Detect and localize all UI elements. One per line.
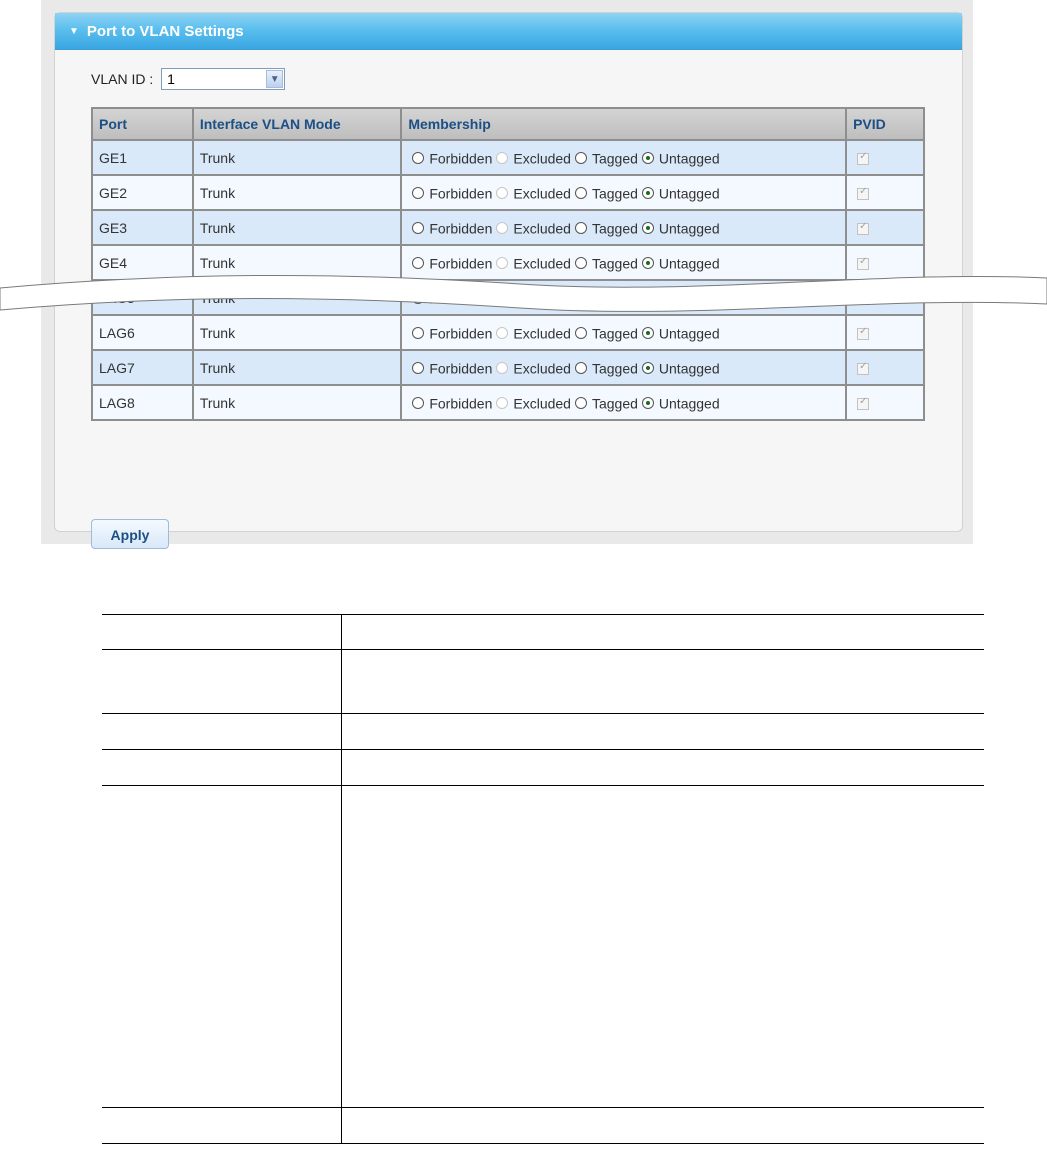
membership-radio-excluded [496, 362, 508, 374]
panel-header[interactable] [55, 13, 962, 50]
membership-radio-forbidden[interactable] [412, 327, 424, 339]
membership-label-excluded: Excluded [513, 325, 571, 342]
membership-radio-untagged[interactable] [642, 362, 654, 374]
interface-vlan-mode-cell: Trunk [193, 210, 402, 245]
membership-label-tagged: Tagged [591, 360, 638, 377]
membership-radio-excluded [496, 152, 508, 164]
table-row [92, 210, 924, 245]
vlan-id-label: VLAN ID : [91, 71, 154, 87]
chevron-down-icon[interactable]: ▼ [266, 70, 283, 88]
membership-cell [401, 210, 846, 245]
membership-label-excluded: Excluded [513, 150, 571, 167]
header-pvid: PVID [846, 108, 924, 140]
header-port: Port [92, 108, 193, 140]
membership-label-tagged: Tagged [591, 185, 638, 202]
membership-label-tagged: Tagged [591, 325, 638, 342]
pvid-checkbox[interactable] [857, 153, 869, 165]
apply-button[interactable]: Apply [91, 519, 169, 549]
collapse-caret-icon[interactable]: ▼ [69, 26, 79, 37]
port-cell: LAG8 [92, 385, 193, 420]
table-row [92, 350, 924, 385]
membership-label-untagged: Untagged [658, 150, 720, 167]
port-cell: LAG6 [92, 315, 193, 350]
membership-radio-tagged[interactable] [575, 187, 587, 199]
pvid-checkbox[interactable] [857, 328, 869, 340]
membership-radio-forbidden[interactable] [412, 222, 424, 234]
membership-label-tagged: Tagged [591, 395, 638, 412]
membership-radio-forbidden[interactable] [412, 187, 424, 199]
pvid-checkbox[interactable] [857, 223, 869, 235]
membership-radio-forbidden[interactable] [412, 397, 424, 409]
membership-radio-untagged[interactable] [642, 152, 654, 164]
membership-cell [401, 350, 846, 385]
port-cell: LAG7 [92, 350, 193, 385]
membership-label-tagged: Tagged [591, 220, 638, 237]
port-cell: GE4 [92, 245, 193, 280]
pvid-cell [846, 175, 924, 210]
port-cell: GE1 [92, 140, 193, 175]
description-table [102, 614, 984, 1144]
membership-label-untagged: Untagged [658, 360, 720, 377]
membership-label-excluded: Excluded [513, 360, 571, 377]
port-cell: GE2 [92, 175, 193, 210]
membership-label-excluded: Excluded [513, 255, 571, 272]
membership-radio-excluded [496, 187, 508, 199]
membership-label-tagged: Tagged [591, 150, 638, 167]
interface-vlan-mode-cell: Trunk [193, 140, 402, 175]
pvid-cell [846, 140, 924, 175]
pvid-cell [846, 210, 924, 245]
membership-label-forbidden: Forbidden [429, 185, 493, 202]
interface-vlan-mode-cell: Trunk [193, 385, 402, 420]
membership-radio-tagged[interactable] [575, 152, 587, 164]
membership-radio-tagged[interactable] [575, 327, 587, 339]
membership-label-forbidden: Forbidden [429, 325, 493, 342]
membership-radio-forbidden[interactable] [412, 362, 424, 374]
membership-radio-excluded [496, 222, 508, 234]
membership-radio-untagged[interactable] [642, 187, 654, 199]
table-row [92, 140, 924, 175]
membership-radio-forbidden[interactable] [412, 152, 424, 164]
membership-label-untagged: Untagged [658, 325, 720, 342]
table-row [92, 385, 924, 420]
membership-label-untagged: Untagged [658, 395, 720, 412]
membership-label-untagged: Untagged [658, 220, 720, 237]
desc-row [102, 786, 984, 1108]
membership-label-tagged: Tagged [591, 255, 638, 272]
port-cell: GE3 [92, 210, 193, 245]
membership-label-forbidden: Forbidden [429, 360, 493, 377]
membership-radio-tagged[interactable] [575, 222, 587, 234]
membership-radio-excluded [496, 327, 508, 339]
table-row [92, 175, 924, 210]
membership-label-excluded: Excluded [513, 220, 571, 237]
membership-label-untagged: Untagged [658, 185, 720, 202]
pvid-checkbox[interactable] [857, 398, 869, 410]
pvid-checkbox[interactable] [857, 363, 869, 375]
table-header-row [92, 108, 924, 140]
page-break-tear [0, 264, 1047, 322]
membership-cell [401, 140, 846, 175]
membership-label-forbidden: Forbidden [429, 150, 493, 167]
desc-row [102, 750, 984, 786]
membership-label-untagged: Untagged [658, 255, 720, 272]
membership-radio-untagged[interactable] [642, 397, 654, 409]
desc-row [102, 1108, 984, 1144]
interface-vlan-mode-cell: Trunk [193, 245, 402, 280]
membership-label-excluded: Excluded [513, 395, 571, 412]
membership-radio-tagged[interactable] [575, 397, 587, 409]
membership-label-forbidden: Forbidden [429, 220, 493, 237]
vlan-id-row [91, 68, 285, 90]
pvid-cell [846, 350, 924, 385]
membership-label-forbidden: Forbidden [429, 395, 493, 412]
interface-vlan-mode-cell: Trunk [193, 175, 402, 210]
desc-row [102, 714, 984, 750]
interface-vlan-mode-cell: Trunk [193, 350, 402, 385]
membership-cell [401, 385, 846, 420]
header-membership: Membership [401, 108, 846, 140]
membership-radio-untagged[interactable] [642, 327, 654, 339]
panel-title: Port to VLAN Settings [86, 23, 244, 40]
membership-cell [401, 175, 846, 210]
pvid-cell [846, 385, 924, 420]
pvid-checkbox[interactable] [857, 188, 869, 200]
membership-radio-tagged[interactable] [575, 362, 587, 374]
header-interface-vlan-mode: Interface VLAN Mode [193, 108, 402, 140]
vlan-id-value: 1 [167, 71, 175, 87]
desc-row [102, 615, 984, 650]
interface-vlan-mode-cell: Trunk [193, 315, 402, 350]
membership-label-forbidden: Forbidden [429, 255, 493, 272]
vlan-id-select[interactable] [161, 68, 285, 90]
membership-radio-untagged[interactable] [642, 222, 654, 234]
desc-row [102, 650, 984, 714]
membership-radio-excluded [496, 397, 508, 409]
membership-label-excluded: Excluded [513, 185, 571, 202]
